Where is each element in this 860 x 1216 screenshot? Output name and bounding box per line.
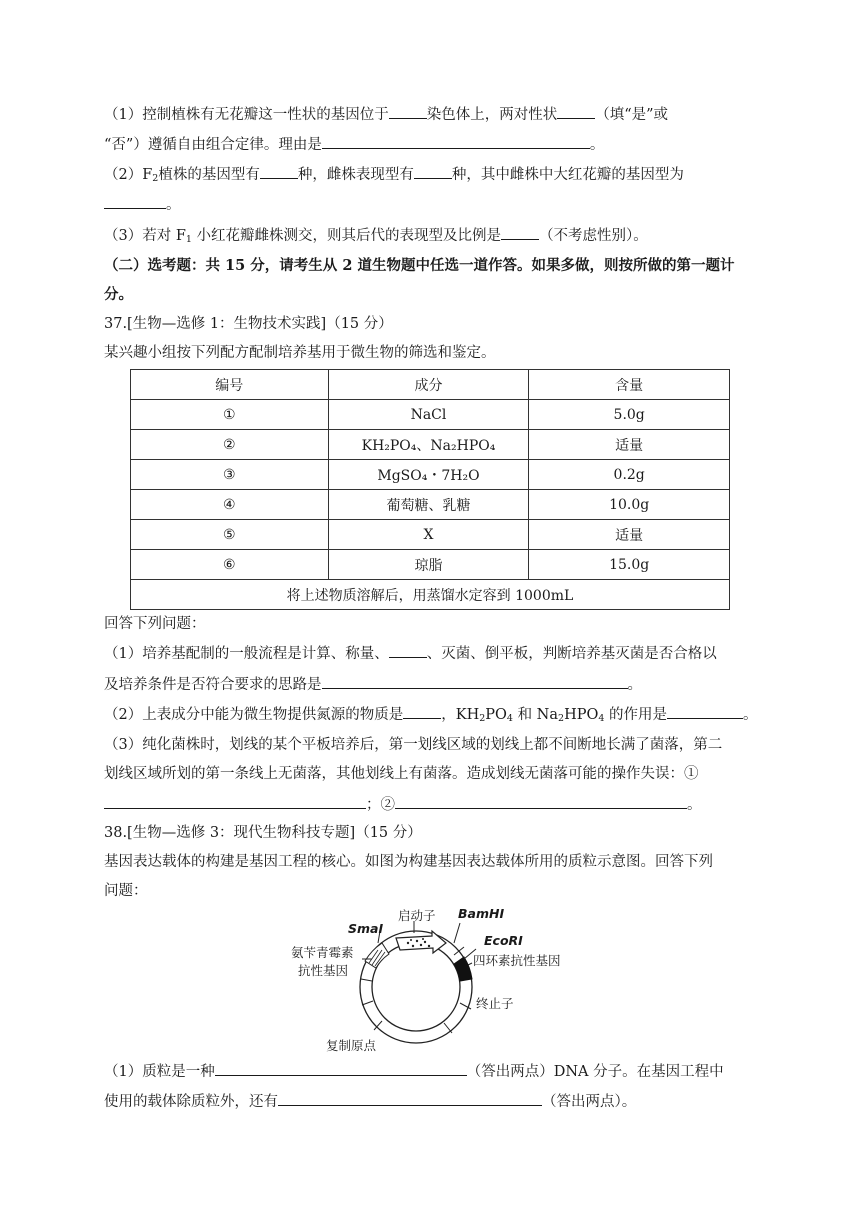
answer-blank xyxy=(414,164,452,179)
table-header-cell: 编号 xyxy=(131,370,329,400)
table-cell: 葡萄糖、乳糖 xyxy=(328,490,529,520)
question-1-line-1 xyxy=(104,104,668,125)
text: （1）控制植株有无花瓣这一性状的基因位于 xyxy=(104,107,389,123)
text: 。 xyxy=(166,197,181,213)
answer-blank xyxy=(389,104,427,119)
table-footer-cell: 将上述物质溶解后，用蒸馏水定容到 1000mL xyxy=(131,580,730,610)
table-cell: X xyxy=(328,520,529,550)
question-37-3-line-2: 划线区域所划的第一条线上无菌落，其他划线上有菌落。造成划线无菌落可能的操作失误：① xyxy=(104,766,699,782)
table-cell: ④ xyxy=(131,490,329,520)
table-header-row xyxy=(131,370,730,400)
table-row xyxy=(131,550,730,580)
text: 。 xyxy=(627,677,642,693)
answer-prompt: 回答下列问题： xyxy=(104,616,206,632)
answer-blank xyxy=(322,674,628,689)
question-37-3-line-1: （3）纯化菌株时，划线的某个平板培养后，第一划线区域的划线上都不间断地长满了菌落，第二 xyxy=(104,737,723,753)
subscript: 2 xyxy=(479,713,486,724)
answer-blank xyxy=(403,704,441,719)
text: 使用的载体除质粒外，还有 xyxy=(104,1094,278,1110)
text: （答出两点）。 xyxy=(542,1094,637,1110)
text: （2）上表成分中能为微生物提供氮源的物质是 xyxy=(104,707,404,723)
text: 小红花瓣雌株测交，则其后代的表现型及比例是 xyxy=(191,228,502,244)
question-38-intro-line-2: 问题： xyxy=(104,883,148,899)
subscript: 4 xyxy=(506,713,513,724)
text: 的作用是 xyxy=(604,707,668,723)
table-cell: ③ xyxy=(131,460,329,490)
text: （填“是”或 xyxy=(595,107,669,123)
text: 种，雌株表现型有 xyxy=(297,167,414,183)
table-row xyxy=(131,430,730,460)
table-cell: ② xyxy=(131,430,329,460)
answer-blank xyxy=(389,643,427,658)
replication-origin-label: 复制原点 xyxy=(326,1038,377,1053)
text: 植株的基因型有 xyxy=(158,167,260,183)
table-cell: 5.0g xyxy=(529,400,730,430)
table-cell: NaCl xyxy=(328,400,529,430)
text: 种，其中雌株中大红花瓣的基因型为 xyxy=(451,167,684,183)
text: （2）F xyxy=(104,167,153,183)
question-37-3-line-3 xyxy=(104,794,702,815)
table-row xyxy=(131,490,730,520)
text: （1）质粒是一种 xyxy=(104,1064,215,1080)
text: ；② xyxy=(366,797,395,813)
text: 染色体上，两对性状 xyxy=(426,107,558,123)
section-heading-line-1: （二）选考题：共 15 分，请考生从 2 道生物题中任选一道作答。如果多做，则按所做的第一题计 xyxy=(104,257,735,274)
answer-blank xyxy=(104,794,366,809)
question-37-1-line-2 xyxy=(104,674,642,695)
amp-resistance-label-line-2: 抗性基因 xyxy=(298,963,349,978)
table-row xyxy=(131,400,730,430)
tet-resistance-segment xyxy=(454,957,472,981)
text: （不考虑性别）。 xyxy=(539,228,648,244)
table-row xyxy=(131,520,730,550)
amp-resistance-label-line-1: 氨苄青霉素 xyxy=(291,945,354,960)
table-cell: 琼脂 xyxy=(328,550,529,580)
answer-blank xyxy=(215,1061,467,1076)
table-cell: KH₂PO₄、Na₂HPO₄ xyxy=(328,430,529,460)
question-38-1-line-2 xyxy=(104,1091,636,1112)
question-38-intro-line-1: 基因表达载体的构建是基因工程的核心。如图为构建基因表达载体所用的质粒示意图。回答下列 xyxy=(104,854,713,870)
subscript: 1 xyxy=(185,234,192,245)
text: 。 xyxy=(687,797,702,813)
subscript: 2 xyxy=(558,713,565,724)
table-cell: 适量 xyxy=(529,430,730,460)
table-row xyxy=(131,460,730,490)
table-cell: 15.0g xyxy=(529,550,730,580)
answer-blank xyxy=(260,164,298,179)
bamhi-label: BamHⅠ xyxy=(458,906,505,921)
table-cell: 10.0g xyxy=(529,490,730,520)
section-heading-line-2: 分。 xyxy=(104,286,133,303)
text: 及培养条件是否符合要求的思路是 xyxy=(104,677,322,693)
answer-blank xyxy=(104,194,166,209)
text: HPO xyxy=(564,707,599,723)
text: （1）培养基配制的一般流程是计算、称量、 xyxy=(104,646,389,662)
text: 和 Na xyxy=(512,707,559,723)
question-38-title: 38.[生物—选修 3：现代生物科技专题]（15 分） xyxy=(104,825,422,841)
question-2-line-1 xyxy=(104,164,684,185)
question-37-2-line xyxy=(104,704,758,725)
answer-blank xyxy=(557,104,595,119)
answer-blank xyxy=(395,794,687,809)
amp-resistance-segment xyxy=(365,943,389,968)
promoter-label: 启动子 xyxy=(398,908,436,923)
question-37-intro: 某兴趣小组按下列配方配制培养基用于微生物的筛选和鉴定。 xyxy=(104,345,496,361)
text: 、灭菌、倒平板，判断培养基灭菌是否合格以 xyxy=(426,646,717,662)
answer-blank xyxy=(278,1091,542,1106)
ecori-label: EcoRⅠ xyxy=(484,933,523,948)
subscript: 2 xyxy=(152,173,159,184)
text: （答出两点）DNA 分子。在基因工程中 xyxy=(466,1064,724,1080)
text: （3）若对 F xyxy=(104,228,186,244)
smai-label: SmaⅠ xyxy=(348,921,384,936)
table-header-cell: 含量 xyxy=(529,370,730,400)
subscript: 4 xyxy=(598,713,605,724)
question-2-line-2 xyxy=(104,194,181,215)
text: “否”）遵循自由组合定律。理由是 xyxy=(104,137,322,153)
table-cell: ⑥ xyxy=(131,550,329,580)
table-header-cell: 成分 xyxy=(328,370,529,400)
text: ，KH xyxy=(441,707,480,723)
question-38-1-line-1 xyxy=(104,1061,724,1082)
question-37-1-line-1 xyxy=(104,643,717,664)
table-cell: MgSO₄・7H₂O xyxy=(328,460,529,490)
table-cell: 适量 xyxy=(529,520,730,550)
answer-blank xyxy=(322,134,590,149)
answer-blank xyxy=(501,225,539,240)
terminator-label: 终止子 xyxy=(476,996,514,1011)
question-37-title: 37.[生物—选修 1：生物技术实践]（15 分） xyxy=(104,316,393,332)
question-1-line-2 xyxy=(104,134,604,155)
text: 。 xyxy=(589,137,605,153)
recipe-table xyxy=(130,369,730,610)
table-footer-row xyxy=(131,580,730,610)
answer-blank xyxy=(667,704,743,719)
text: 。 xyxy=(743,707,758,723)
table-cell: 0.2g xyxy=(529,460,730,490)
plasmid-diagram xyxy=(286,903,576,1055)
table-cell: ① xyxy=(131,400,329,430)
tet-resistance-label: 四环素抗性基因 xyxy=(473,953,561,968)
table-cell: ⑤ xyxy=(131,520,329,550)
text: PO xyxy=(485,707,507,723)
question-3-line xyxy=(104,225,648,246)
